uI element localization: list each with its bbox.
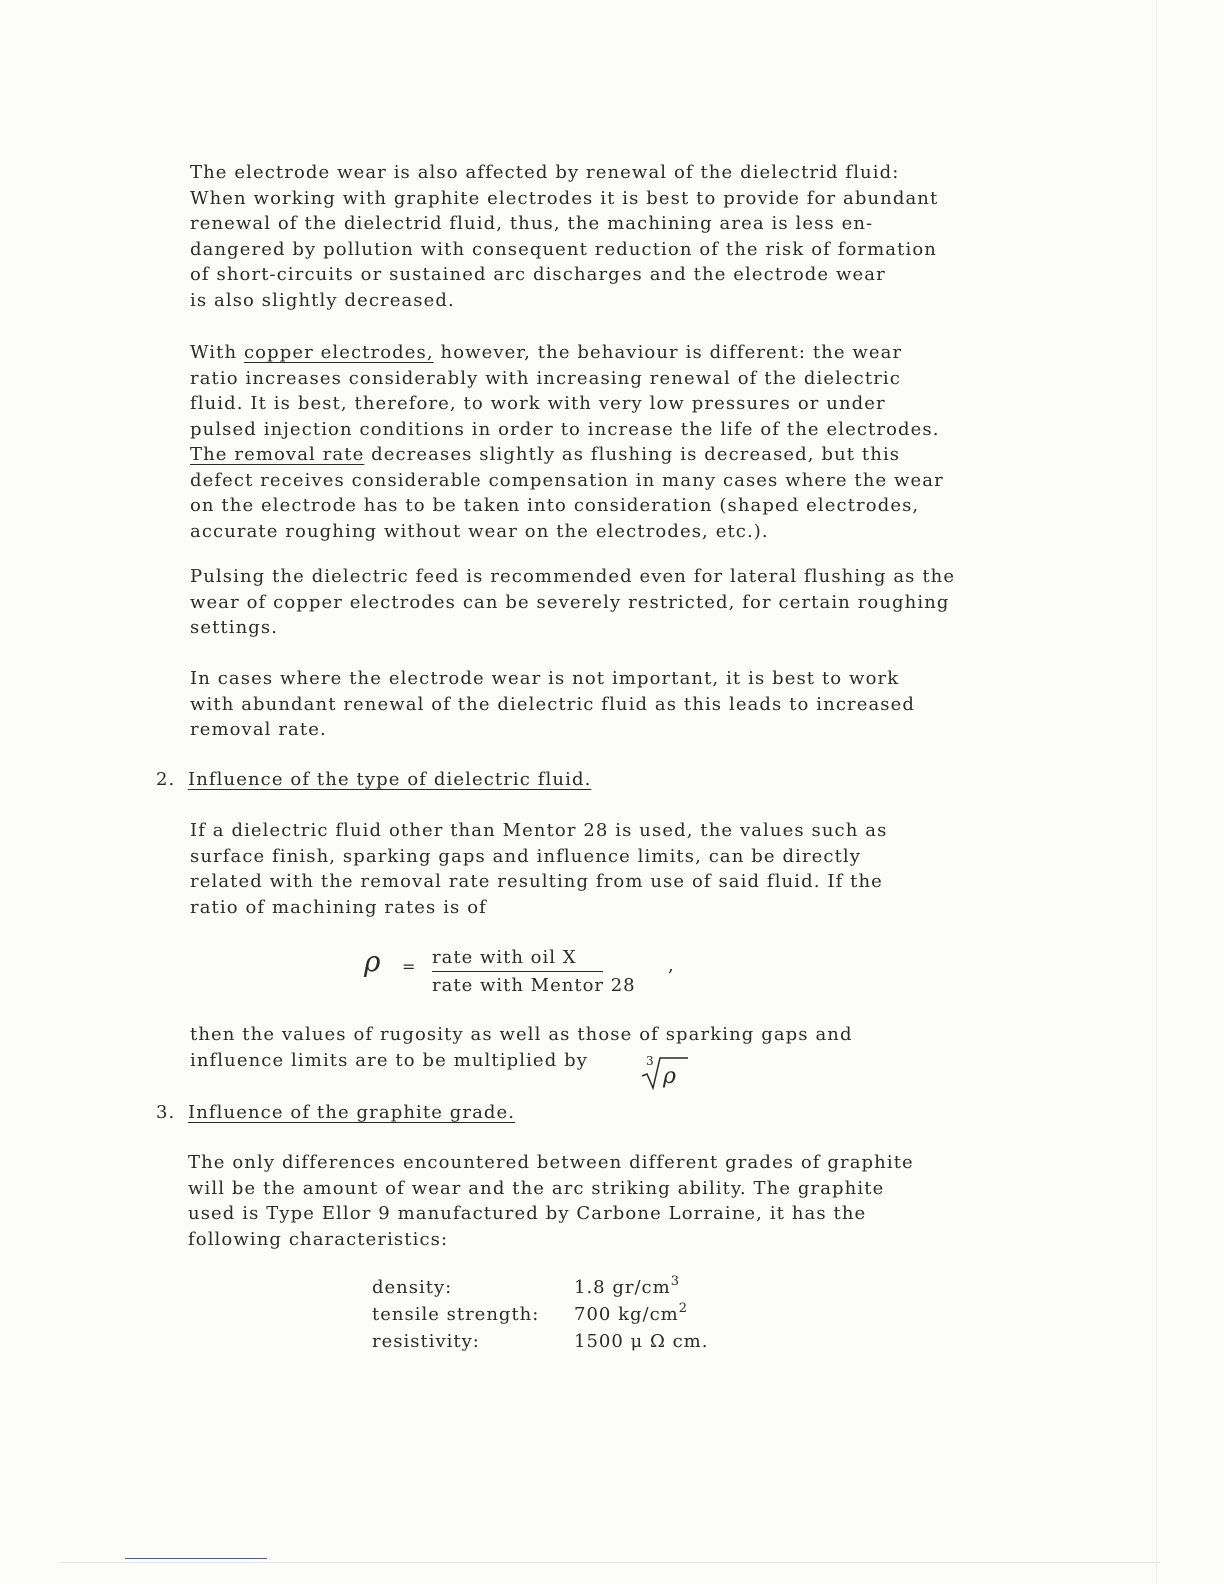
text-line: defect receives considerable compensation in many cases where the wear bbox=[190, 469, 944, 491]
paragraph-5 bbox=[190, 818, 887, 920]
value-text: 1500 μ Ω cm. bbox=[574, 1331, 709, 1352]
text-line: removal rate. bbox=[190, 719, 327, 740]
text-line: fluid. It is best, therefore, to work with very low pressures or under bbox=[190, 393, 886, 414]
text-line: The only differences encountered between different grades of graphite bbox=[188, 1152, 914, 1173]
text-line: surface finish, sparking gaps and influence limits, can be directly bbox=[190, 845, 862, 867]
section-title: Influence of the type of dielectric fluid. bbox=[188, 769, 592, 790]
text-span: decreases slightly as flushing is decreased, but this bbox=[364, 444, 901, 465]
paragraph-3 bbox=[190, 564, 955, 641]
formula-comma: , bbox=[668, 955, 675, 976]
section-2-heading bbox=[0, 767, 1224, 793]
text-line: The electrode wear is also affected by renewal of the dielectrid fluid: bbox=[190, 162, 900, 183]
section-number: 3. bbox=[156, 1102, 176, 1123]
equals-sign: = bbox=[402, 957, 417, 976]
cube-root-of-rho bbox=[638, 1050, 690, 1092]
paragraph-6 bbox=[190, 1022, 853, 1073]
text-line: settings. bbox=[190, 617, 279, 638]
paragraph-2 bbox=[190, 340, 944, 544]
text-line bbox=[190, 442, 944, 468]
section-3-heading bbox=[0, 1100, 1224, 1126]
text-line: ratio increases considerably with increasing renewal of the dielectric bbox=[190, 367, 901, 389]
property-row-tensile-strength bbox=[372, 1301, 708, 1328]
section-title: Influence of the graphite grade. bbox=[188, 1102, 516, 1123]
text-line: related with the removal rate resulting from use of said fluid. If the bbox=[190, 871, 883, 892]
graphite-properties bbox=[372, 1274, 708, 1355]
text-line: accurate roughing without wear on the electrodes, etc.). bbox=[190, 520, 769, 542]
underlined-term-removal-rate: The removal rate bbox=[190, 444, 365, 465]
text-line: When working with graphite electrodes it is best to provide for abundant bbox=[190, 187, 939, 209]
text-line: ratio of machining rates is of bbox=[190, 896, 487, 918]
text-line: influence limits are to be multiplied by bbox=[190, 1049, 589, 1071]
text-line: then the values of rugosity as well as those of sparking gaps and bbox=[190, 1024, 853, 1045]
property-value bbox=[574, 1274, 680, 1301]
scan-edge-shadow bbox=[1156, 0, 1157, 1584]
property-value bbox=[574, 1301, 688, 1328]
text-line bbox=[190, 340, 944, 366]
text-span: With bbox=[190, 342, 244, 363]
text-line: is also slightly decreased. bbox=[190, 289, 455, 311]
value-exponent: 3 bbox=[670, 1274, 680, 1289]
property-label: density: bbox=[372, 1277, 453, 1298]
text-line: following characteristics: bbox=[188, 1228, 449, 1250]
text-line: of short-circuits or sustained arc discharges and the electrode wear bbox=[190, 264, 886, 285]
value-exponent: 2 bbox=[678, 1301, 689, 1316]
text-span: however, the behaviour is different: the wear bbox=[433, 342, 903, 363]
ratio-formula bbox=[360, 945, 690, 1005]
property-label: resistivity: bbox=[372, 1331, 480, 1352]
text-line: on the electrode has to be taken into consideration (shaped electrodes, bbox=[190, 495, 920, 516]
paragraph-4 bbox=[190, 666, 915, 743]
value-text: 700 kg/cm bbox=[574, 1304, 679, 1325]
property-value bbox=[574, 1328, 708, 1355]
text-line: dangered by pollution with consequent reduction of the risk of formation bbox=[190, 238, 937, 260]
text-line: pulsed injection conditions in order to increase the life of the electrodes. bbox=[190, 418, 940, 440]
property-row-resistivity bbox=[372, 1328, 708, 1355]
paragraph-1 bbox=[190, 160, 938, 313]
text-line: used is Type Ellor 9 manufactured by Carbone Lorraine, it has the bbox=[188, 1203, 867, 1224]
root-rho: ρ bbox=[663, 1064, 676, 1089]
scan-bottom-edge bbox=[60, 1562, 1160, 1563]
text-line: with abundant renewal of the dielectric fluid as this leads to increased bbox=[190, 693, 916, 715]
text-line: will be the amount of wear and the arc striking ability. The graphite bbox=[188, 1177, 885, 1199]
root-index: 3 bbox=[646, 1054, 654, 1068]
rho-symbol: ρ bbox=[364, 945, 382, 978]
property-label: tensile strength: bbox=[372, 1304, 540, 1325]
fraction-denominator: rate with Mentor 28 bbox=[432, 975, 636, 996]
underlined-term-copper-electrodes: copper electrodes, bbox=[244, 342, 434, 363]
text-line: Pulsing the dielectric feed is recommended even for lateral flushing as the bbox=[190, 566, 956, 587]
value-text: 1.8 gr/cm bbox=[574, 1277, 671, 1298]
paragraph-7 bbox=[188, 1150, 914, 1252]
text-line: wear of copper electrodes can be severely restricted, for certain roughing bbox=[190, 591, 950, 613]
section-number: 2. bbox=[156, 769, 176, 790]
property-row-density bbox=[372, 1274, 708, 1301]
text-line: renewal of the dielectrid fluid, thus, the machining area is less en- bbox=[190, 213, 874, 234]
scan-edge-line bbox=[125, 1558, 267, 1559]
fraction-numerator: rate with oil X bbox=[432, 945, 603, 972]
text-line: In cases where the electrode wear is not important, it is best to work bbox=[190, 668, 900, 689]
text-line: If a dielectric fluid other than Mentor 28 is used, the values such as bbox=[190, 820, 888, 841]
